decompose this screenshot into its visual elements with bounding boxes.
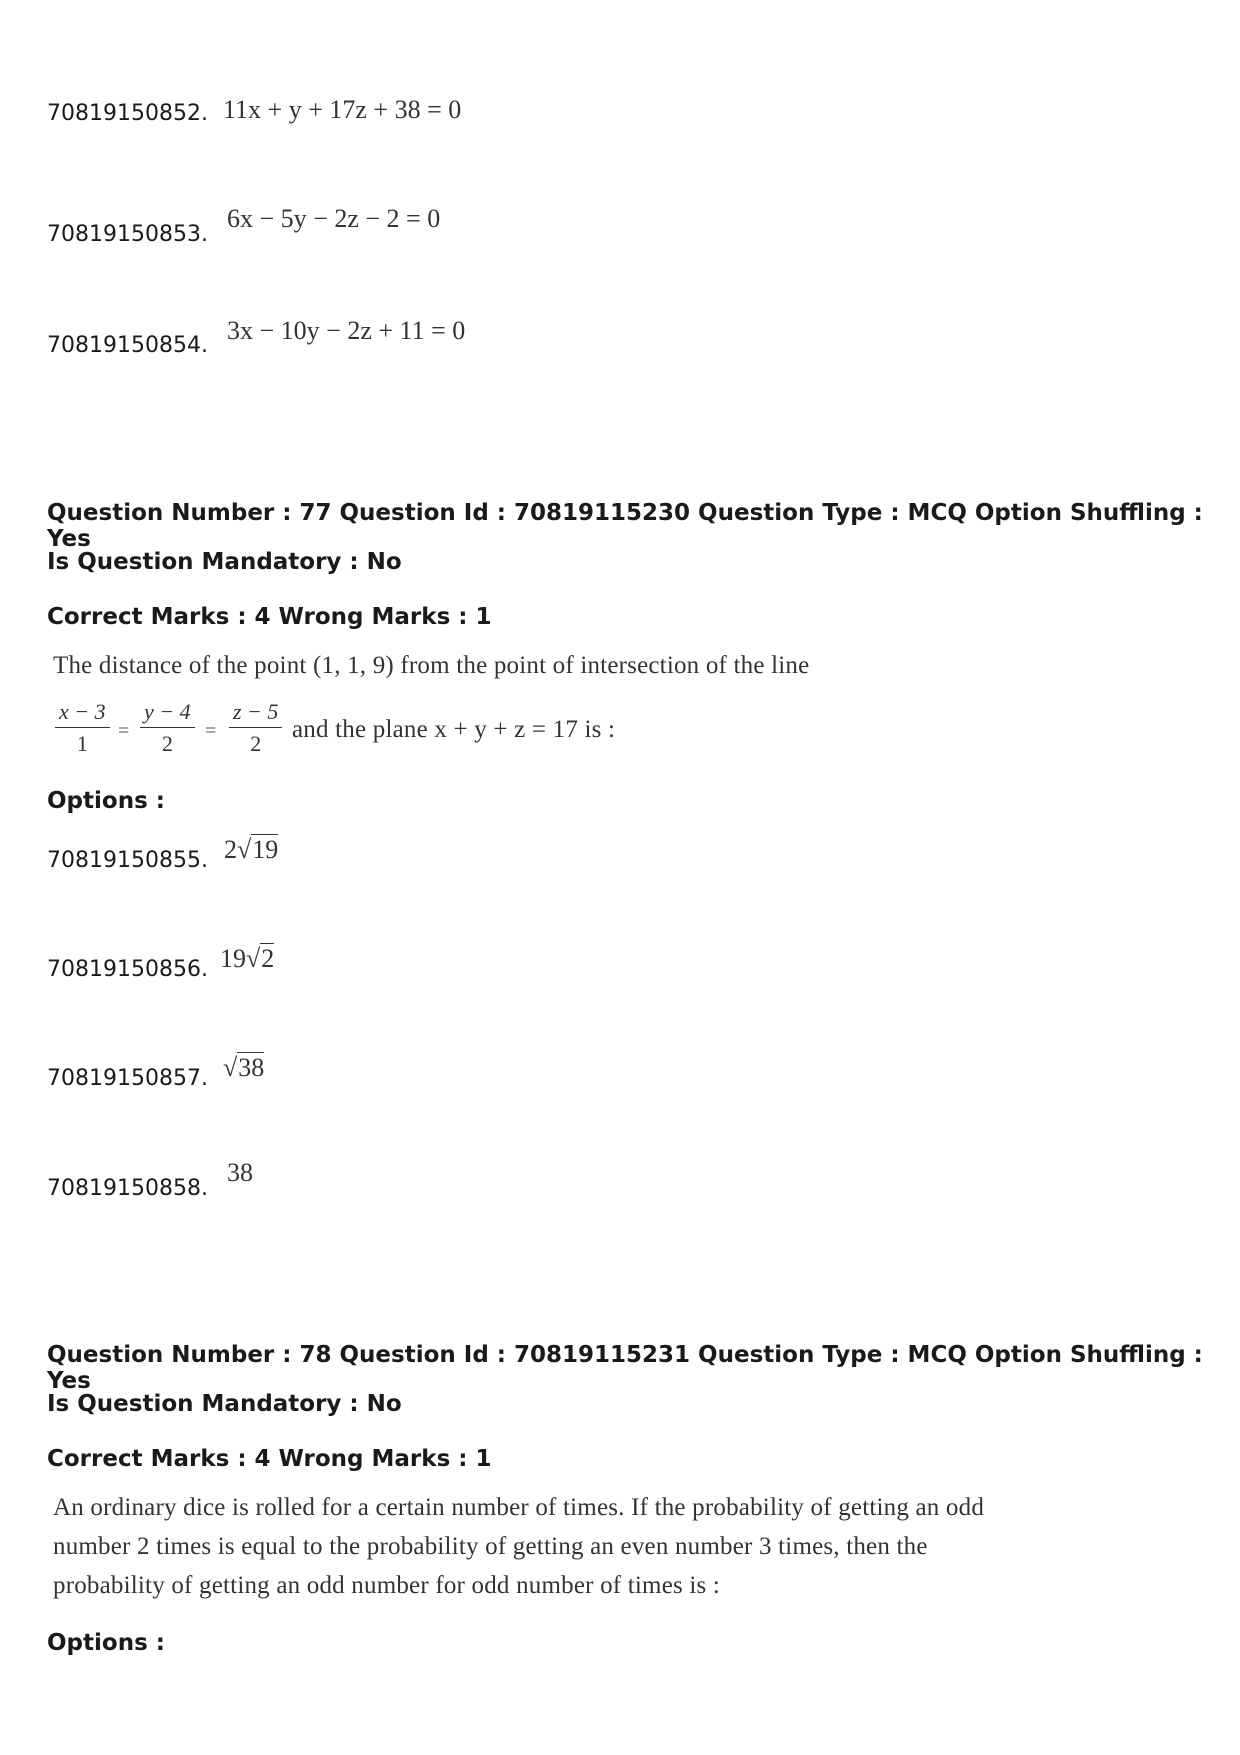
question-mandatory: Is Question Mandatory : No <box>47 549 402 575</box>
question-header: Question Number : 78 Question Id : 70819115231 Question Type : MCQ Option Shuffling : Yes <box>47 1342 1203 1394</box>
fraction-z <box>229 697 282 760</box>
fraction-numerator: z − 5 <box>229 697 282 728</box>
sqrt-radicand: 2 <box>261 944 275 973</box>
options-label: Options : <box>47 1630 165 1656</box>
sqrt-radicand: 19 <box>252 835 279 864</box>
option-equation: 3x − 10y − 2z + 11 = 0 <box>227 316 466 345</box>
question-text-line: and the plane x + y + z = 17 is : <box>292 716 616 743</box>
sqrt-radicand: 38 <box>238 1053 265 1082</box>
question-text-line: probability of getting an odd number for odd number of times is : <box>53 1572 721 1599</box>
option-equation: 6x − 5y − 2z − 2 = 0 <box>227 204 441 233</box>
question-mandatory: Is Question Mandatory : No <box>47 1391 402 1417</box>
question-marks: Correct Marks : 4 Wrong Marks : 1 <box>47 1446 492 1472</box>
options-label: Options : <box>47 788 165 814</box>
fraction-y <box>140 697 195 760</box>
question-text-line: An ordinary dice is rolled for a certain number of times. If the probability of getting an odd <box>53 1494 985 1521</box>
option-value <box>224 835 278 865</box>
question-header: Question Number : 77 Question Id : 70819115230 Question Type : MCQ Option Shuffling : Yes <box>47 500 1203 552</box>
option-value: 38 <box>227 1158 253 1187</box>
option-id: 70819150857. <box>47 1066 208 1091</box>
fraction-denominator: 1 <box>76 731 88 756</box>
question-text-line: number 2 times is equal to the probability of getting an even number 3 times, then the <box>53 1533 928 1560</box>
fraction-denominator: 2 <box>161 731 173 756</box>
option-id: 70819150853. <box>47 222 208 247</box>
equals-sign: = <box>118 720 130 742</box>
option-id: 70819150855. <box>47 848 208 873</box>
option-id: 70819150858. <box>47 1176 208 1201</box>
sqrt-symbol: √ <box>246 944 261 973</box>
option-id: 70819150854. <box>47 333 208 358</box>
question-marks: Correct Marks : 4 Wrong Marks : 1 <box>47 604 492 630</box>
option-id: 70819150852. <box>47 101 208 126</box>
option-value <box>223 1053 264 1083</box>
sqrt-symbol: √ <box>223 1053 238 1082</box>
sqrt-coefficient: 2 <box>224 835 237 864</box>
fraction-x <box>55 697 110 760</box>
question-text-line: The distance of the point (1, 1, 9) from the point of intersection of the line <box>53 652 810 679</box>
fraction-denominator: 2 <box>250 731 262 756</box>
option-id: 70819150856. <box>47 957 208 982</box>
equals-sign: = <box>205 720 217 742</box>
fraction-numerator: x − 3 <box>55 697 110 728</box>
sqrt-symbol: √ <box>237 835 252 864</box>
option-equation: 11x + y + 17z + 38 = 0 <box>223 95 462 124</box>
fraction-numerator: y − 4 <box>140 697 195 728</box>
sqrt-coefficient: 19 <box>220 944 246 973</box>
option-value <box>220 944 274 974</box>
